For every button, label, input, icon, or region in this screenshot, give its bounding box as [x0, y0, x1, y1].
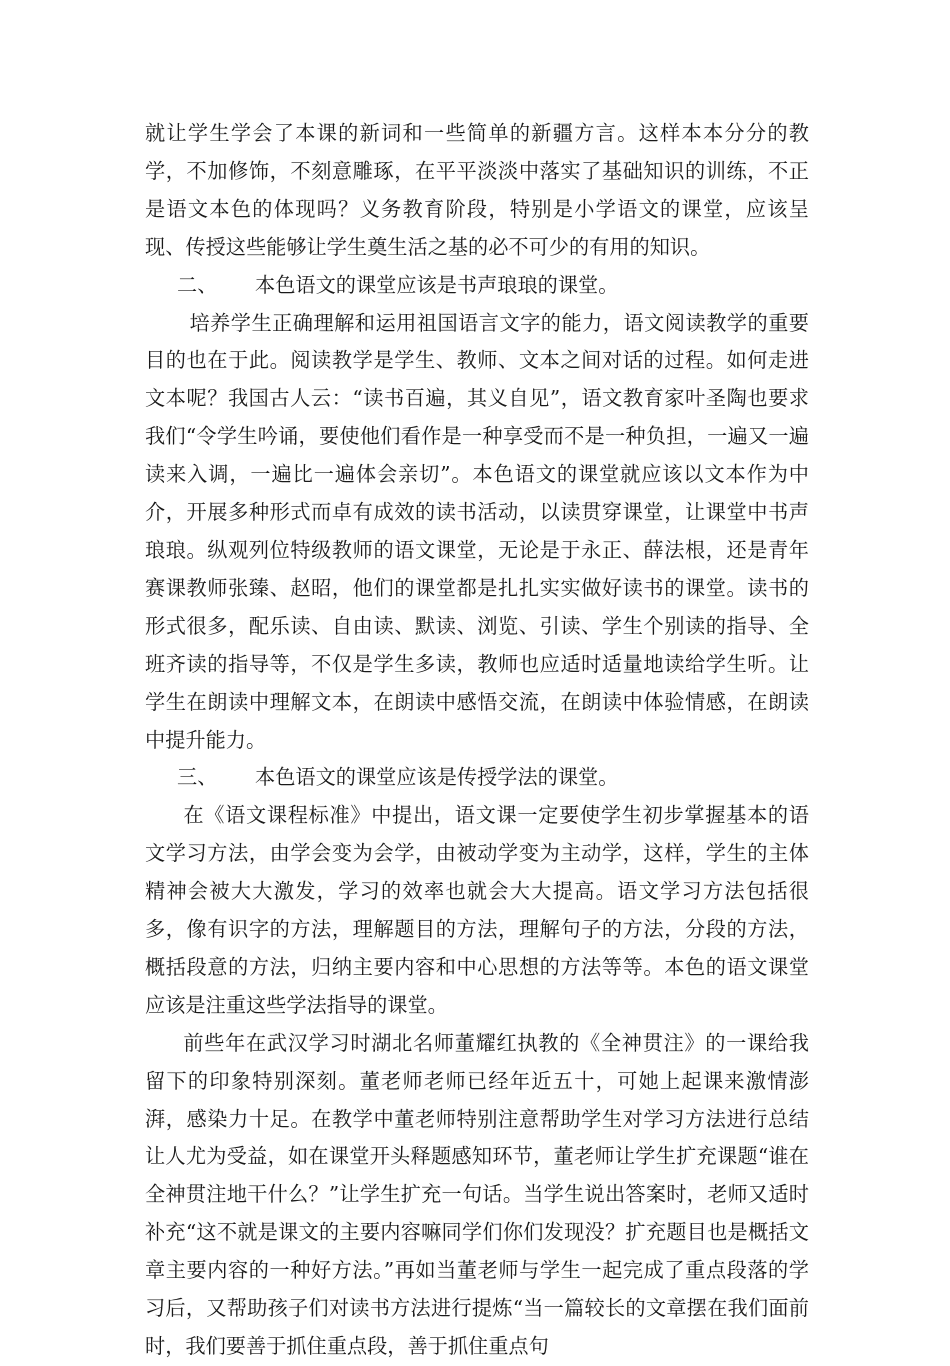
paragraph-1: 就让学生学会了本课的新词和一些简单的新疆方言。这样本本分分的教学，不加修饰，不刻意雕琢，在平平淡淡中落实了基础知识的训练，不正是语文本色的体现吗？义务教育阶段，特别是小学语文的课堂，应该呈现、传授这些能够让学生奠生活之基的必不可少的有用的知识。 [145, 121, 809, 259]
paragraph-4: 前些年在武汉学习时湖北名师董耀红执教的《全神贯注》的一课给我留下的印象特别深刻。董老师老师已经年近五十，可她上起课来激情澎湃，感染力十足。在教学中董老师特别注意帮助学生对学习方法进行总结让人尤为受益，如在课堂开头释题感知环节，董老师让学生扩充课题“谁在全神贯注地干什么？”让学生扩充一句话。当学生说出答案时，老师又适时补充“这不就是课文的主要内容嘛同学们你们发现没？扩充题目也是概括文章主要内容的一种好方法。”再如当董老师与学生一起完成了重点段落的学习后，又帮助孩子们对读书方法进行提炼“当一篇较长的文章摆在我们面前时，我们要善于抓住重点段，善于抓住重点句 [145, 1030, 809, 1358]
section-number-2: 二、 [177, 272, 218, 297]
section-heading-3 [145, 759, 809, 797]
section-title-3: 本色语文的课堂应该是传授学法的课堂。 [255, 765, 619, 790]
section-title-2: 本色语文的课堂应该是书声琅琅的课堂。 [255, 272, 619, 297]
section-heading-2 [145, 267, 809, 305]
document-body [145, 115, 809, 1366]
section-number-3: 三、 [177, 765, 218, 790]
paragraph-3: 在《语文课程标准》中提出，语文课一定要使学生初步掌握基本的语文学习方法，由学会变为会学，由被动学变为主动学，这样，学生的主体精神会被大大激发，学习的效率也就会大大提高。语文学习方法包括很多，像有识字的方法，理解题目的方法，理解句子的方法，分段的方法，概括段意的方法，归纳主要内容和中心思想的方法等等。本色的语文课堂应该是注重这些学法指导的课堂。 [145, 803, 809, 1017]
paragraph-2: 培养学生正确理解和运用祖国语言文字的能力，语文阅读教学的重要目的也在于此。阅读教学是学生、教师、文本之间对话的过程。如何走进文本呢？我国古人云：“读书百遍，其义自见”，语文教育家叶圣陶也要求我们“令学生吟诵，要使他们看作是一种享受而不是一种负担，一遍又一遍读来入调，一遍比一遍体会亲切”。本色语文的课堂就应该以文本作为中介，开展多种形式而卓有成效的读书活动，以读贯穿课堂，让课堂中书声琅琅。纵观列位特级教师的语文课堂，无论是于永正、薛法根，还是青年赛课教师张臻、赵昭，他们的课堂都是扎扎实实做好读书的课堂。读书的形式很多，配乐读、自由读、默读、浏览、引读、学生个别读的指导、全班齐读的指导等，不仅是学生多读，教师也应适时适量地读给学生听。让学生在朗读中理解文本，在朗读中感悟交流，在朗读中体验情感，在朗读中提升能力。 [145, 310, 809, 752]
